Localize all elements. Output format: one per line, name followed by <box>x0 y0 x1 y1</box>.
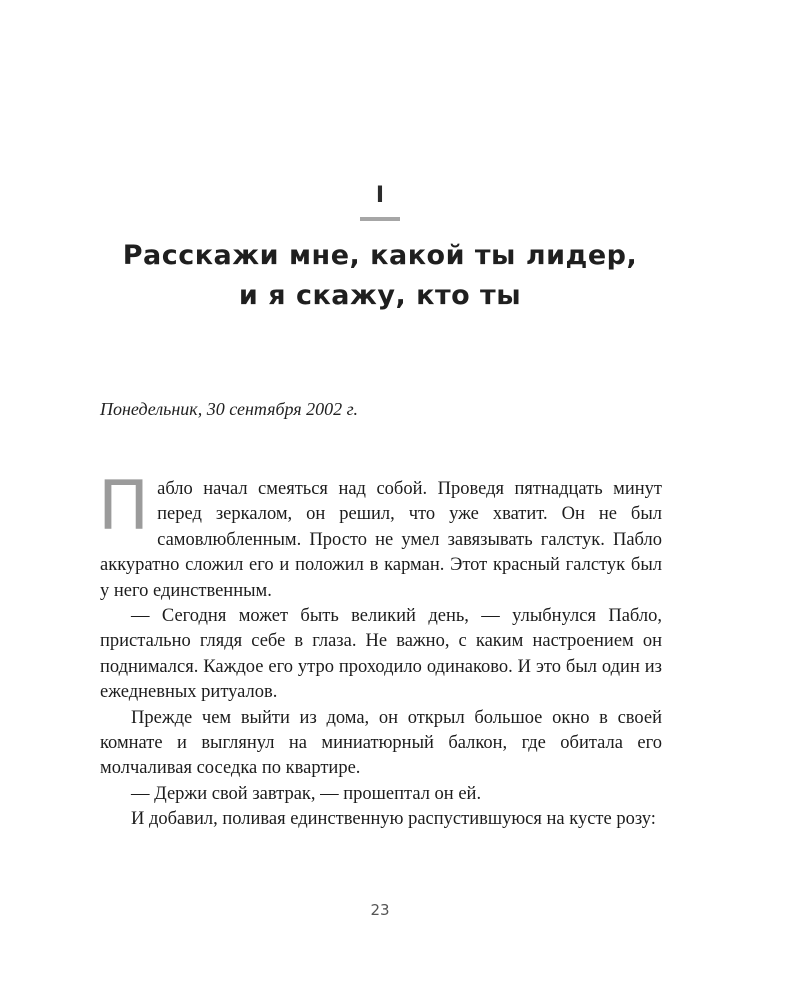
paragraph-1 <box>98 467 662 604</box>
page-number: 23 <box>370 901 390 919</box>
chapter-number: I <box>375 183 385 208</box>
paragraph-1-text: абло начал смеяться над собой. Проведя пятнадцать минут перед зеркалом, он решил, что уже хватит. Он не был самовлюбленным. Просто не умел завязывать галстук. Пабло аккуратно сложил его и положил в карман. Этот красный галстук был у него единственным. <box>100 479 662 601</box>
paragraph-3: Прежде чем выйти из дома, он открыл большое окно в своей комнате и выглянул на миниатюрный балкон, где обитала его молчаливая соседка по квартире. <box>100 707 662 779</box>
paragraph-4: — Держи свой завтрак, — прошептал он ей. <box>131 783 482 804</box>
paragraph-2: — Сегодня может быть великий день, — улыбнулся Пабло, пристально глядя себе в глаза. Не важно, с каким настроением он поднимался. Каждое его утро проходило одинаково. И это был один из ежедневных ритуалов. <box>100 606 662 703</box>
chapter-divider <box>360 217 400 221</box>
paragraph-5: И добавил, поливая единственную распустившуюся на кусте розу: <box>131 809 656 830</box>
drop-cap: П <box>98 467 150 546</box>
chapter-title-line-2: и я скажу, кто ты <box>238 280 522 311</box>
body-text <box>98 467 662 833</box>
chapter-title-line-1: Расскажи мне, какой ты лидер, <box>122 240 638 271</box>
dateline: Понедельник, 30 сентября 2002 г. <box>100 399 358 419</box>
chapter-title <box>0 236 760 316</box>
